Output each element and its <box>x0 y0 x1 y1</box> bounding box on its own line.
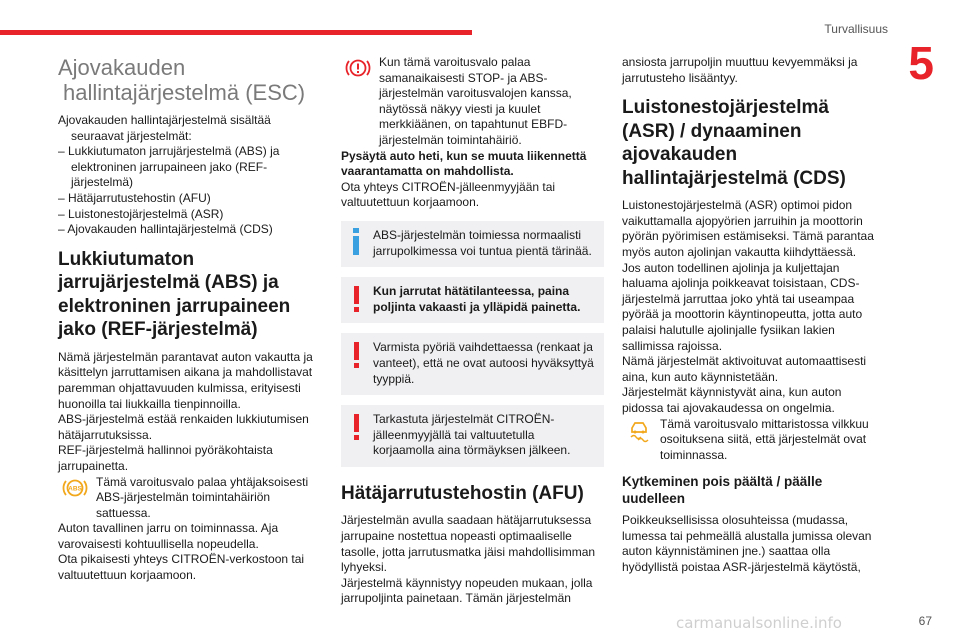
list-item: – Hätäjarrutustehostin (AFU) <box>58 190 211 205</box>
list-item: – Ajovakauden hallintajärjestelmä (CDS) <box>58 222 273 237</box>
asr-cds-paragraph: Järjestelmät käynnistyvät aina, kun auton pidossa tai ajovakaudessa on ongelmia. <box>622 385 842 415</box>
column-3 <box>622 55 884 576</box>
toggle-heading: Kytkeminen pois päältä / päälle uudelleen <box>622 474 823 507</box>
toggle-paragraph: Poikkeuksellisissa olosuhteissa (mudassa, lumessa tai pehmeällä alustalla jumissa olevan auton käynnistäminen jne.) saattaa olla hyödyllistä poistaa ASR-järjestelmä käytöstä, <box>622 513 872 575</box>
ebfd-contact: Ota yhteys CITROËN-jälleenmyyjään tai valtuutettuun korjaamoon. <box>341 179 556 210</box>
asr-cds-paragraph: Nämä järjestelmät aktivoituvat automaattisesti aina, kun auto käynnistetään. <box>622 354 867 384</box>
abs-warning: ABS Tämä varoitusvalo palaa yhtäjaksoisesti ABS-järjestelmän toimintahäiriön sattuessa. <box>58 475 320 522</box>
exclamation-icon <box>354 342 359 368</box>
asr-cds-heading: Luistonestojärjestelmä (ASR) / dynaaminen ajovakauden hallintajärjestelmä (CDS) <box>622 97 846 189</box>
abs-warning-light-icon <box>62 475 88 501</box>
esc-warning: Tämä varoitusvalo mittaristossa vilkkuu osoituksena siitä, että järjestelmät ovat toiminnassa. <box>622 417 884 464</box>
ebfd-stop-instruction: Pysäytä auto heti, kun se muuta liikennettä vaarantamatta on mahdollista. <box>341 148 587 179</box>
list-item: – Lukkiutumaton jarrujärjestelmä (ABS) ja elektroninen jarrupaineen jako (REF-järjestelmä) <box>58 144 280 190</box>
exclamation-icon <box>354 286 359 312</box>
abs-paragraph: Ota pikaisesti yhteys CITROËN-verkostoon tai valtuutettuun korjaamoon. <box>58 552 305 583</box>
afu-paragraph-continued: ansiosta jarrupoljin muuttuu kevyemmäksi ja jarrutusteho lisääntyy. <box>622 55 858 85</box>
warning-note: Kun jarrutat hätätilanteessa, paina poljinta vakaasti ja ylläpidä painetta. <box>341 277 604 323</box>
ref-paragraph: REF-järjestelmä hallinnoi pyöräkohtaista jarrupainetta. <box>58 443 273 473</box>
abs-heading: Lukkiutumaton jarrujärjestelmä (ABS) ja elektroninen jarrupaineen jako (REF-järjestelmä) <box>58 248 291 341</box>
column-2 <box>341 55 604 607</box>
chapter-number: 5 <box>908 37 934 89</box>
abs-paragraph: Auton tavallinen jarru on toiminnassa. Aja varovaisesti kohtuullisella nopeudella. <box>58 521 279 551</box>
abs-paragraph: ABS-järjestelmä estää renkaiden lukkiutumisen hätäjarrutuksissa. <box>58 412 309 442</box>
warning-note: Varmista pyöriä vaihdettaessa (renkaat ja vanteet), että ne ovat autoosi hyväksyttyä tyyppiä. <box>341 333 604 395</box>
page-number: 67 <box>918 614 932 628</box>
abs-icon-text: ABS <box>68 485 82 492</box>
column-1 <box>58 55 320 584</box>
ebfd-warning: Kun tämä varoitusvalo palaa samanaikaisesti STOP- ja ABS-järjestelmän varoitusvalojen kanssa, näytössä näkyy viesti ja kuulet merkkiäänen, on tapahtunut EBFD-järjestelmän toimintahäiriö. <box>341 55 604 149</box>
esc-title: Ajovakauden hallintajärjestelmä (ESC) <box>58 55 306 105</box>
brake-warning-light-icon <box>345 55 371 81</box>
exclamation-icon <box>354 414 359 440</box>
esc-intro: Ajovakauden hallintajärjestelmä sisältää seuraavat järjestelmät: <box>58 113 271 143</box>
info-icon <box>353 228 359 255</box>
afu-paragraph: Järjestelmä käynnistyy nopeuden mukaan, jolla jarrupoljinta painetaan. Tämän järjestelmän <box>341 575 593 606</box>
asr-paragraph: Luistonestojärjestelmä (ASR) optimoi pidon vaikuttamalla ajopyörien jarruihin ja moottorin pyörän pyörimisen estämiseksi. Tämä parantaa myös auton ajolinjan vakautta kiihdyttäessä. <box>622 198 874 259</box>
skid-warning-light-icon <box>626 417 652 443</box>
header-accent-bar <box>0 30 472 35</box>
afu-heading: Hätäjarrutustehostin (AFU) <box>341 482 584 504</box>
warning-note: Tarkastuta järjestelmät CITROËN-jälleenmyyjällä tai valtuutetulla korjaamolla aina törmäyksen jälkeen. <box>341 405 604 467</box>
list-item: – Luistonestojärjestelmä (ASR) <box>58 206 224 221</box>
section-title: Turvallisuus <box>824 22 888 36</box>
info-note: ABS-järjestelmän toimiessa normaalisti jarrupolkimessa voi tuntua pientä tärinää. <box>341 221 604 267</box>
abs-paragraph: Nämä järjestelmän parantavat auton vakautta ja käsittelyn jarruttamisen aikana ja mahdollistavat paremman ohjattavuuden kulmissa, erityisesti huonoilla tai liukkailla tienpinnoilla. <box>58 349 313 411</box>
cds-paragraph: Jos auton todellinen ajolinja ja kuljettajan haluama ajolinja poikkeavat toisistaan, CDS-järjestelmä jarruttaa joko yhtä tai useampaa pyörää ja moottorin käyntinopeutta, jotta auto palaisi halutulle ajolinjalle fysiikan lakien sallimissa rajoissa. <box>622 260 863 353</box>
watermark: carmanualsonline.info <box>676 614 842 632</box>
afu-paragraph: Järjestelmän avulla saadaan hätäjarrutuksessa jarrupaine nostettua nopeasti optimaaliselle tasolle, jotta jarrutusmatka jäisi mahdollisimman lyhyeksi. <box>341 513 596 575</box>
